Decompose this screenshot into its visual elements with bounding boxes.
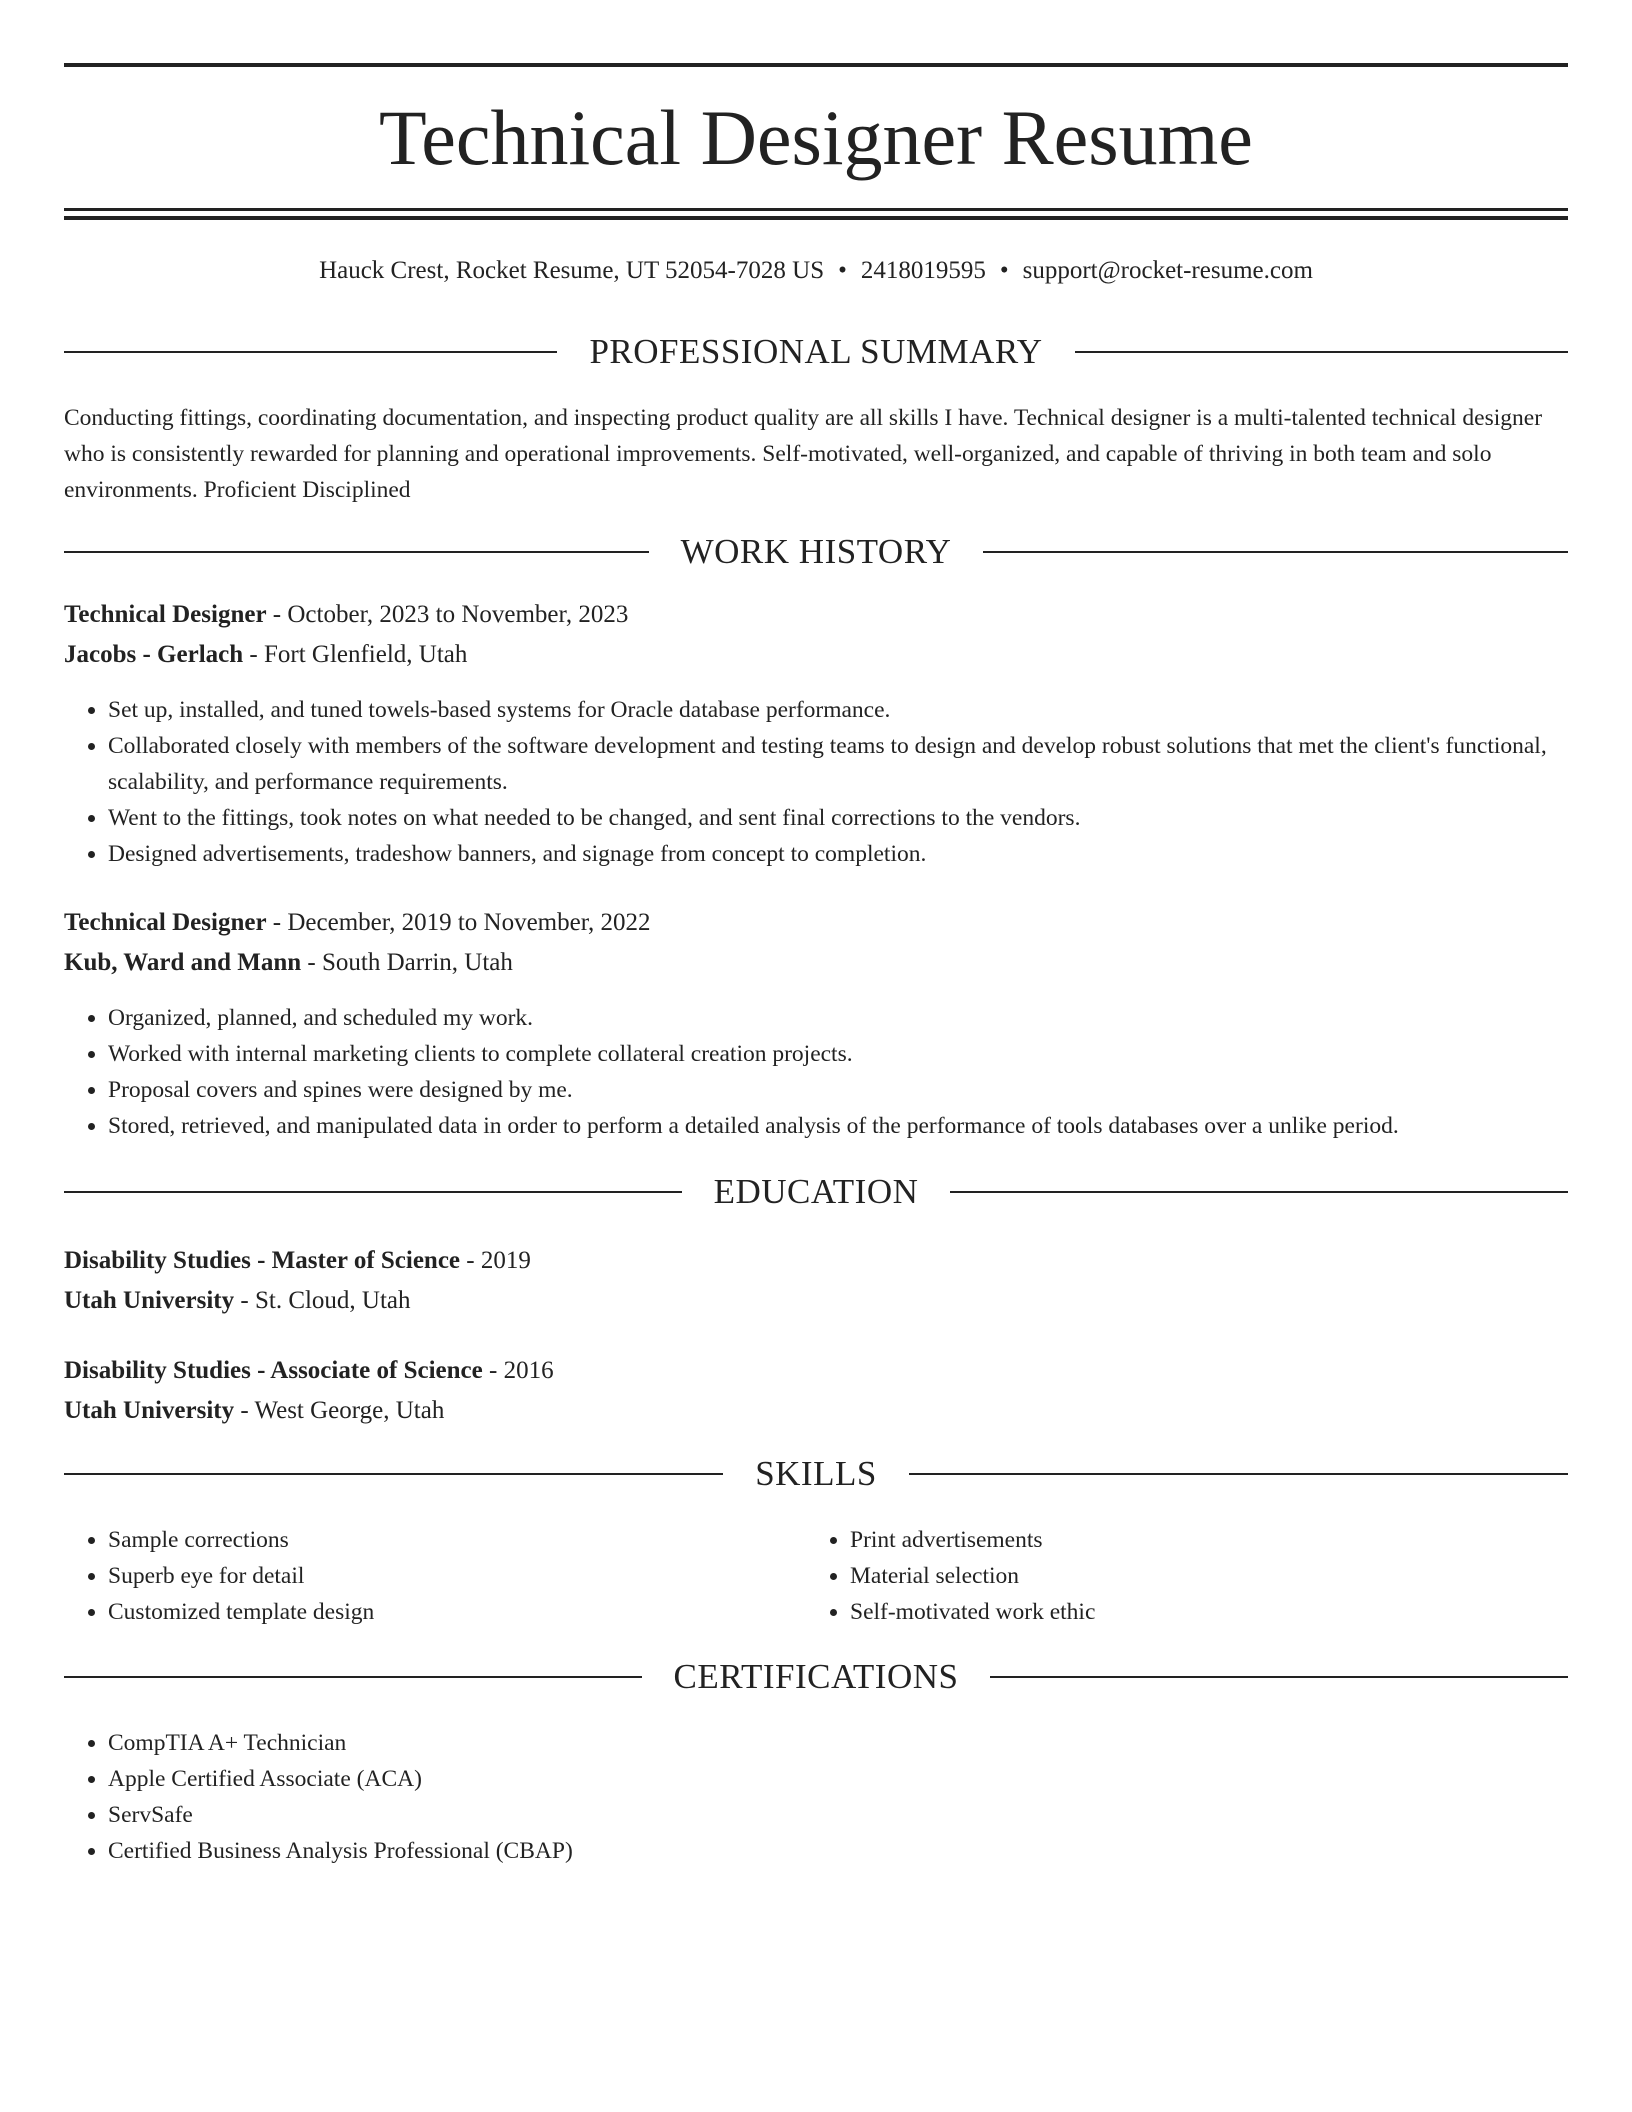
list-item: • Collaborated closely with members of the software development and testing teams to design and develop robust solutions that met the client's functional, scalability, and performance requirements. [108,728,1568,800]
list-item: • Stored, retrieved, and manipulated data in order to perform a detailed analysis of the performance of tools databases over a unlike period. [108,1108,1568,1144]
heading-rule [1075,351,1568,353]
list-item: • Sample corrections [108,1522,808,1558]
top-rule [64,63,1568,67]
skills-list-right [806,1522,1550,1630]
contact-line [64,254,1568,288]
list-item: • CompTIA A+ Technician [108,1725,1568,1761]
job-title: Technical Designer [64,601,267,628]
education-year: - 2019 [460,1247,531,1274]
page-title: Technical Designer Resume [379,94,1253,181]
job-company-line [64,638,1568,672]
education-school-line [64,1394,1568,1428]
education-location: - St. Cloud, Utah [234,1287,411,1314]
contact-address: Hauck Crest, Rocket Resume, UT 52054-7028 US [319,257,825,284]
job-company: Kub, Ward and Mann [64,949,302,976]
job-location: - South Darrin, Utah [301,949,513,976]
heading-rule [64,551,649,553]
section-title: WORK HISTORY [680,532,952,571]
section-heading-certifications [64,1655,1568,1699]
list-item: • Designed advertisements, tradeshow banners, and signage from concept to completion. [108,836,1568,872]
heading-rule [990,1676,1568,1678]
list-item: • Proposal covers and spines were designed by me. [108,1072,1568,1108]
heading-rule [983,551,1568,553]
education-school-line [64,1284,1568,1318]
section-heading-work-history [64,530,1568,574]
section-title: EDUCATION [713,1172,919,1211]
education-school: Utah University [64,1287,235,1314]
education-degree: Disability Studies - Master of Science [64,1247,461,1274]
contact-separator: • [999,257,1009,284]
heading-rule [64,351,557,353]
title-double-rule [64,208,1568,220]
list-item: • Worked with internal marketing clients to complete collateral creation projects. [108,1036,1568,1072]
list-item: • Certified Business Analysis Professional (CBAP) [108,1833,1568,1869]
education-degree: Disability Studies - Associate of Science [64,1357,483,1384]
section-heading-education [64,1170,1568,1214]
list-item: • Went to the fittings, took notes on what needed to be changed, and sent final corrections to the vendors. [108,800,1568,836]
contact-phone: 2418019595 [860,257,986,284]
heading-rule [64,1676,642,1678]
education-year: - 2016 [482,1357,554,1384]
list-item: • Set up, installed, and tuned towels-based systems for Oracle database performance. [108,692,1568,728]
certifications-list [64,1725,1568,1869]
job-company: Jacobs - Gerlach [64,641,244,668]
job-dates: - December, 2019 to November, 2022 [266,909,651,936]
list-item: • Superb eye for detail [108,1558,808,1594]
contact-separator: • [838,257,847,284]
heading-rule [64,1473,723,1475]
job-dates: - October, 2023 to November, 2023 [266,601,629,628]
list-item: • Customized template design [108,1594,808,1630]
section-heading-summary [64,330,1568,374]
list-item: • Organized, planned, and scheduled my work. [108,1000,1568,1036]
list-item: • Material selection [850,1558,1550,1594]
job-bullets [64,692,1568,872]
heading-rule [64,1191,682,1193]
list-item: • ServSafe [108,1797,1568,1833]
job-location: - Fort Glenfield, Utah [243,641,468,668]
education-degree-line [64,1354,1568,1388]
section-title: PROFESSIONAL SUMMARY [589,332,1043,371]
list-item: • Print advertisements [850,1522,1550,1558]
job-title-line [64,598,1568,632]
job-title: Technical Designer [64,909,267,936]
list-item: • Apple Certified Associate (ACA) [108,1761,1568,1797]
heading-rule [950,1191,1568,1193]
job-company-line [64,946,1568,980]
summary-text: Conducting fittings, coordinating documentation, and inspecting product quality are all skills I have. Technical designer is a multi-talented technical designer who is consistently rewarded for planning and operational improvements. Self-motivated, well-organized, and capable of thriving in both team and solo environments. Proficient Disciplined [64,405,1543,503]
heading-rule [909,1473,1568,1475]
job-bullets [64,1000,1568,1144]
section-title: SKILLS [755,1454,877,1493]
education-school: Utah University [64,1397,235,1424]
section-heading-skills [64,1452,1568,1496]
section-title: CERTIFICATIONS [673,1657,959,1696]
education-degree-line [64,1244,1568,1278]
skills-list-left [64,1522,808,1630]
contact-email: support@rocket-resume.com [1022,257,1313,284]
job-title-line [64,906,1568,940]
education-location: - West George, Utah [234,1397,445,1424]
list-item: • Self-motivated work ethic [850,1594,1550,1630]
